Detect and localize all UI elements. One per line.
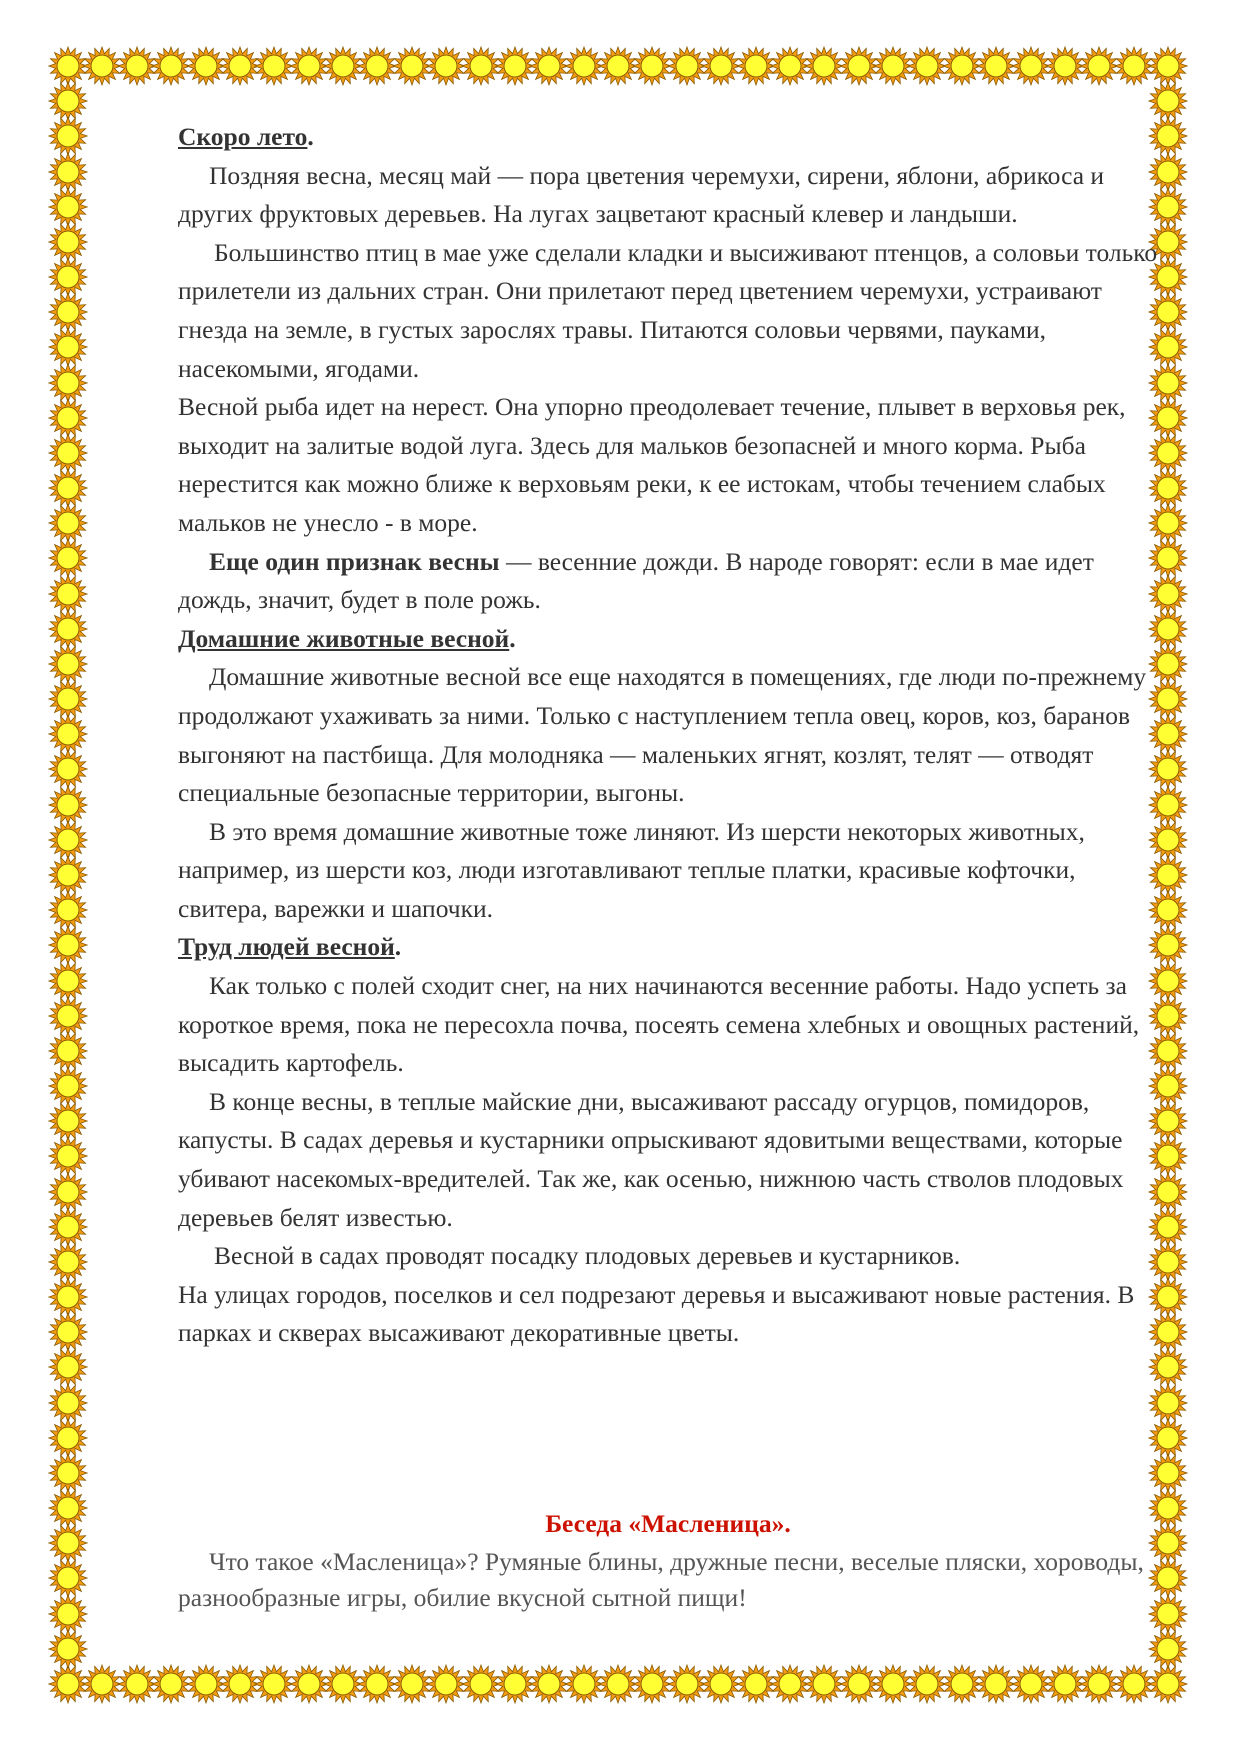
sun-icon: [1148, 1418, 1188, 1458]
sun-icon: [48, 363, 88, 403]
sun-icon: [48, 538, 88, 578]
paragraph: В это время домашние животные тоже линяют. Из шерсти некоторых животных, например, из шерсти коз, люди изготавливают теплые платки, красивые кофточки, свитера, варежки и шапочки.: [178, 816, 1085, 923]
sun-icon: [48, 116, 88, 156]
sun-icon: [48, 820, 88, 860]
paragraph: В конце весны, в теплые майские дни, высаживают рассаду огурцов, помидоров, капусты. В садах деревья и кустарники опрыскивают ядовитыми веществами, которые убивают насекомых-вредителей. Так же, как осенью, нижнюю часть стволов плодовых деревьев белят известью.: [178, 1086, 1124, 1232]
paragraph: Большинство птиц в мае уже сделали кладки и высиживают птенцов, а соловьи только прилетели из дальних стран. Они прилетают перед цветением черемухи, устраивают гнезда на земле, в густых зарослях травы. Питаются соловьи червями, пауками, насекомыми, ягодами.: [178, 237, 1158, 383]
sun-icon: [1148, 46, 1188, 86]
sun-icon: [48, 1383, 88, 1423]
sun-icon: [48, 292, 88, 332]
sun-icon: [48, 503, 88, 543]
sun-icon: [48, 468, 88, 508]
sun-icon: [1148, 1629, 1188, 1669]
sun-icon: [1148, 1383, 1188, 1423]
maslenitsa-paragraph: Что такое «Масленица»? Румяные блины, дружные песни, веселые пляски, хороводы, разнообразные игры, обилие вкусной сытной пищи!: [178, 1547, 1144, 1612]
sun-icon: [48, 925, 88, 965]
sun-icon: [48, 1488, 88, 1528]
paragraph: Весной рыба идет на нерест. Она упорно преодолевает течение, плывет в верховья рек, выходит на залитые водой луга. Здесь для мальков безопасней и много корма. Рыба нерестится как можно ближе к верховьям реки, к ее истокам, чтобы течением слабых мальков не унесло - в море.: [178, 392, 1126, 537]
sun-icon: [48, 996, 88, 1036]
sun-icon: [48, 1242, 88, 1282]
sun-icon: [48, 1207, 88, 1247]
sun-icon: [1148, 1664, 1188, 1704]
main-text: [178, 118, 1158, 1353]
sun-icon: [48, 187, 88, 227]
sun-icon: [48, 961, 88, 1001]
sun-icon: [1148, 81, 1188, 121]
sun-icon: [48, 785, 88, 825]
sun-icon: [1148, 1347, 1188, 1387]
sun-icon: [48, 1523, 88, 1563]
paragraph: Как только с полей сходит снег, на них начинаются весенние работы. Надо успеть за короткое время, пока не пересохла почва, посеять семена хлебных и овощных растений, высадить картофель.: [178, 971, 1140, 1078]
sun-icon: [48, 1066, 88, 1106]
sun-icon: [48, 644, 88, 684]
sun-icon: [48, 574, 88, 614]
paragraph: Домашние животные весной все еще находятся в помещениях, где люди по-прежнему продолжают ухаживать за ними. Только с наступлением тепла овец, коров, коз, баранов выгоняют на пастбища. Для молодняка — маленьких ягнят, козлят, телят — отводят специальные безопасные территории, выгоны.: [178, 662, 1147, 808]
sun-icon: [48, 1101, 88, 1141]
sun-icon: [48, 398, 88, 438]
sun-icon: [48, 81, 88, 121]
section-heading-work: Труд людей весной.: [178, 932, 402, 962]
paragraph: Еще один признак весны — весенние дожди. В народе говорят: если в мае идет дождь, значит, будет в поле рожь.: [178, 546, 1094, 615]
paragraph: Весной в садах проводят посадку плодовых деревьев и кустарников.: [214, 1241, 961, 1271]
sun-icon: [48, 1347, 88, 1387]
sun-icon: [48, 152, 88, 192]
sun-icon: [48, 1172, 88, 1212]
paragraph: На улицах городов, поселков и сел подрезают деревья и высаживают новые растения. В парках и скверах высаживают декоративные цветы.: [178, 1279, 1135, 1348]
paragraph: Поздняя весна, месяц май — пора цветения черемухи, сирени, яблони, абрикоса и других фруктовых деревьев. На лугах зацветают красный клевер и ландыши.: [178, 160, 1105, 229]
sun-icon: [48, 1312, 88, 1352]
sun-icon: [48, 1136, 88, 1176]
section-heading-animals: Домашние животные весной.: [178, 623, 516, 653]
sun-icon: [48, 1277, 88, 1317]
sun-icon: [48, 890, 88, 930]
bold-phrase: Еще один признак весны: [209, 546, 500, 576]
sun-icon: [48, 679, 88, 719]
sun-icon: [48, 433, 88, 473]
sun-icon: [48, 855, 88, 895]
section-heading-summer: Скоро лето.: [178, 122, 314, 151]
sun-icon: [48, 1453, 88, 1493]
sun-icon: [48, 1594, 88, 1634]
sun-icon: [48, 1558, 88, 1598]
sun-icon: [48, 1418, 88, 1458]
sun-icon: [48, 749, 88, 789]
sun-icon: [1148, 1453, 1188, 1493]
sun-icon: [48, 257, 88, 297]
sun-icon: [48, 1031, 88, 1071]
sun-icon: [48, 327, 88, 367]
sun-icon: [48, 714, 88, 754]
sun-icon: [48, 222, 88, 262]
sun-icon: [48, 609, 88, 649]
sun-icon: [48, 1629, 88, 1669]
maslenitsa-title: Беседа «Масленица».: [545, 1509, 791, 1538]
